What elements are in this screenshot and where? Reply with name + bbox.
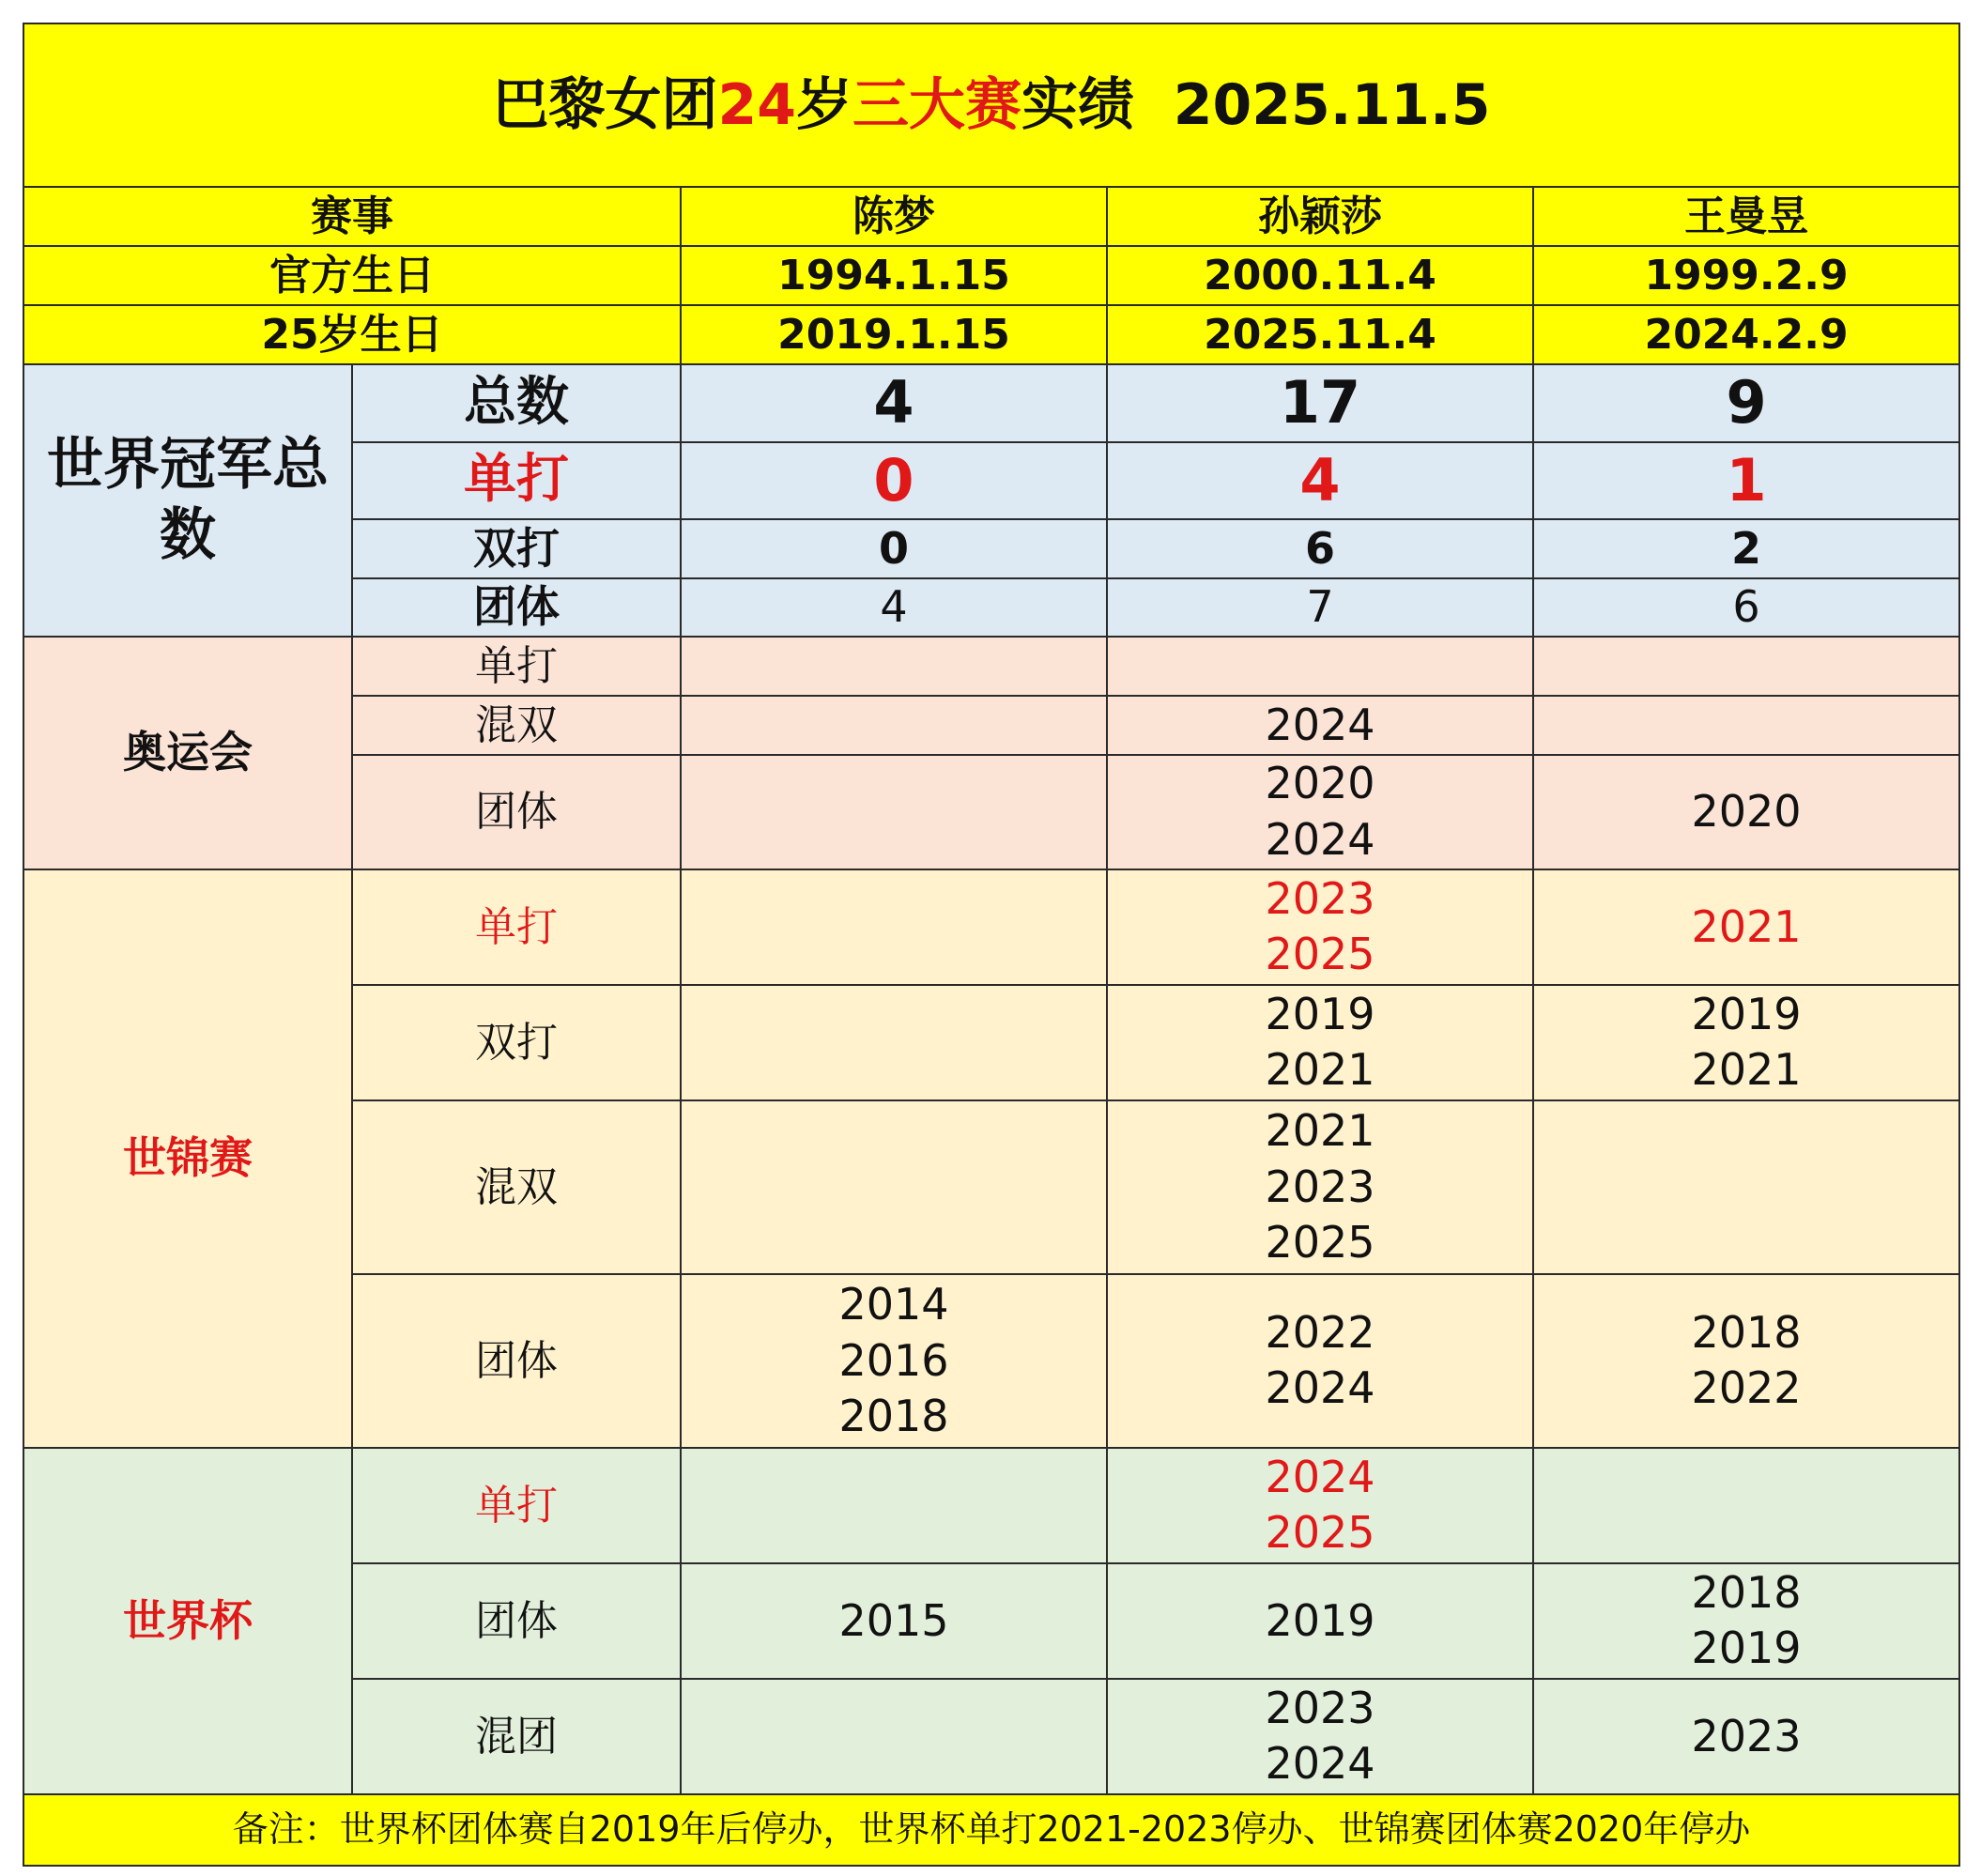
title-date: 2025.11.5: [1173, 72, 1491, 138]
title-part3: 岁: [795, 72, 852, 138]
totals-group-label: 世界冠军总数: [23, 364, 352, 637]
birthday-value: 1999.2.9: [1533, 246, 1959, 305]
header-row-players: [23, 187, 1959, 246]
olympics-row-label: 单打: [352, 637, 681, 696]
worlds-cell: 2021: [1533, 869, 1959, 985]
worldcup-group-label: 世界杯: [23, 1448, 352, 1794]
olympics-cell: [681, 755, 1107, 869]
worlds-cell: 2023 2025: [1107, 869, 1533, 985]
totals-row-label: 单打: [352, 442, 681, 520]
totals-row-label: 团体: [352, 578, 681, 637]
birthday-value: 1994.1.15: [681, 246, 1107, 305]
totals-cell: 2: [1533, 519, 1959, 578]
worlds-row-label: 双打: [352, 985, 681, 1100]
worlds-cell: [1533, 1100, 1959, 1274]
olympics-row-singles: [23, 637, 1959, 696]
title-part5: 实绩: [1021, 72, 1134, 138]
birthday-label: 官方生日: [23, 246, 681, 305]
worlds-cell: 2019 2021: [1107, 985, 1533, 1100]
worldcup-cell: 2018 2019: [1533, 1563, 1959, 1679]
worldcup-row-singles: [23, 1448, 1959, 1563]
event-label: 赛事: [23, 187, 681, 246]
olympics-row-label: 混双: [352, 696, 681, 755]
totals-cell: 17: [1107, 364, 1533, 442]
worldcup-cell: 2023: [1533, 1679, 1959, 1794]
totals-cell: 0: [681, 442, 1107, 520]
age25-value: 2019.1.15: [681, 305, 1107, 364]
results-table-container: [23, 23, 1958, 1867]
worldcup-cell: [681, 1448, 1107, 1563]
worlds-row-label: 混双: [352, 1100, 681, 1274]
header-row-birthday: [23, 246, 1959, 305]
player-name: 王曼昱: [1533, 187, 1959, 246]
worlds-cell: 2021 2023 2025: [1107, 1100, 1533, 1274]
olympics-group-label: 奥运会: [23, 637, 352, 869]
note-row: [23, 1794, 1959, 1866]
worlds-cell: 2022 2024: [1107, 1274, 1533, 1448]
worlds-cell: 2019 2021: [1533, 985, 1959, 1100]
totals-cell: 0: [681, 519, 1107, 578]
worlds-row-label: 团体: [352, 1274, 681, 1448]
olympics-cell: 2020: [1533, 755, 1959, 869]
worlds-cell: [681, 1100, 1107, 1274]
title-part1: 巴黎女团: [492, 72, 718, 138]
totals-cell: 7: [1107, 578, 1533, 637]
olympics-cell: 2024: [1107, 696, 1533, 755]
worldcup-row-label: 混团: [352, 1679, 681, 1794]
player-name: 孙颖莎: [1107, 187, 1533, 246]
worlds-row-singles: [23, 869, 1959, 985]
totals-cell: 4: [1107, 442, 1533, 520]
worldcup-row-label: 单打: [352, 1448, 681, 1563]
totals-row-total: [23, 364, 1959, 442]
worldcup-cell: 2019: [1107, 1563, 1533, 1679]
worlds-cell: [681, 869, 1107, 985]
age25-label: 25岁生日: [23, 305, 681, 364]
olympics-cell: [681, 637, 1107, 696]
worlds-group-label: 世锦赛: [23, 869, 352, 1448]
footnote: 备注：世界杯团体赛自2019年后停办，世界杯单打2021-2023停办、世锦赛团体赛2020年停办: [23, 1794, 1959, 1866]
totals-cell: 1: [1533, 442, 1959, 520]
worldcup-row-label: 团体: [352, 1563, 681, 1679]
title-age: 24: [717, 72, 796, 138]
totals-cell: 6: [1533, 578, 1959, 637]
title-major-events: 三大赛: [852, 72, 1021, 138]
olympics-cell: [681, 696, 1107, 755]
worldcup-cell: 2024 2025: [1107, 1448, 1533, 1563]
totals-row-label: 双打: [352, 519, 681, 578]
worldcup-cell: [681, 1679, 1107, 1794]
worlds-row-label: 单打: [352, 869, 681, 985]
worldcup-cell: [1533, 1448, 1959, 1563]
totals-cell: 4: [681, 364, 1107, 442]
title-row: [23, 23, 1959, 187]
header-row-age25: [23, 305, 1959, 364]
olympics-cell: [1107, 637, 1533, 696]
olympics-cell: [1533, 696, 1959, 755]
results-table: [23, 23, 1960, 1867]
olympics-row-label: 团体: [352, 755, 681, 869]
worlds-cell: 2014 2016 2018: [681, 1274, 1107, 1448]
totals-cell: 6: [1107, 519, 1533, 578]
worldcup-cell: 2015: [681, 1563, 1107, 1679]
worldcup-cell: 2023 2024: [1107, 1679, 1533, 1794]
worlds-cell: [681, 985, 1107, 1100]
age25-value: 2024.2.9: [1533, 305, 1959, 364]
olympics-cell: 2020 2024: [1107, 755, 1533, 869]
totals-cell: 4: [681, 578, 1107, 637]
table-title: [23, 23, 1959, 187]
age25-value: 2025.11.4: [1107, 305, 1533, 364]
player-name: 陈梦: [681, 187, 1107, 246]
birthday-value: 2000.11.4: [1107, 246, 1533, 305]
totals-cell: 9: [1533, 364, 1959, 442]
totals-row-label: 总数: [352, 364, 681, 442]
worlds-cell: 2018 2022: [1533, 1274, 1959, 1448]
olympics-cell: [1533, 637, 1959, 696]
